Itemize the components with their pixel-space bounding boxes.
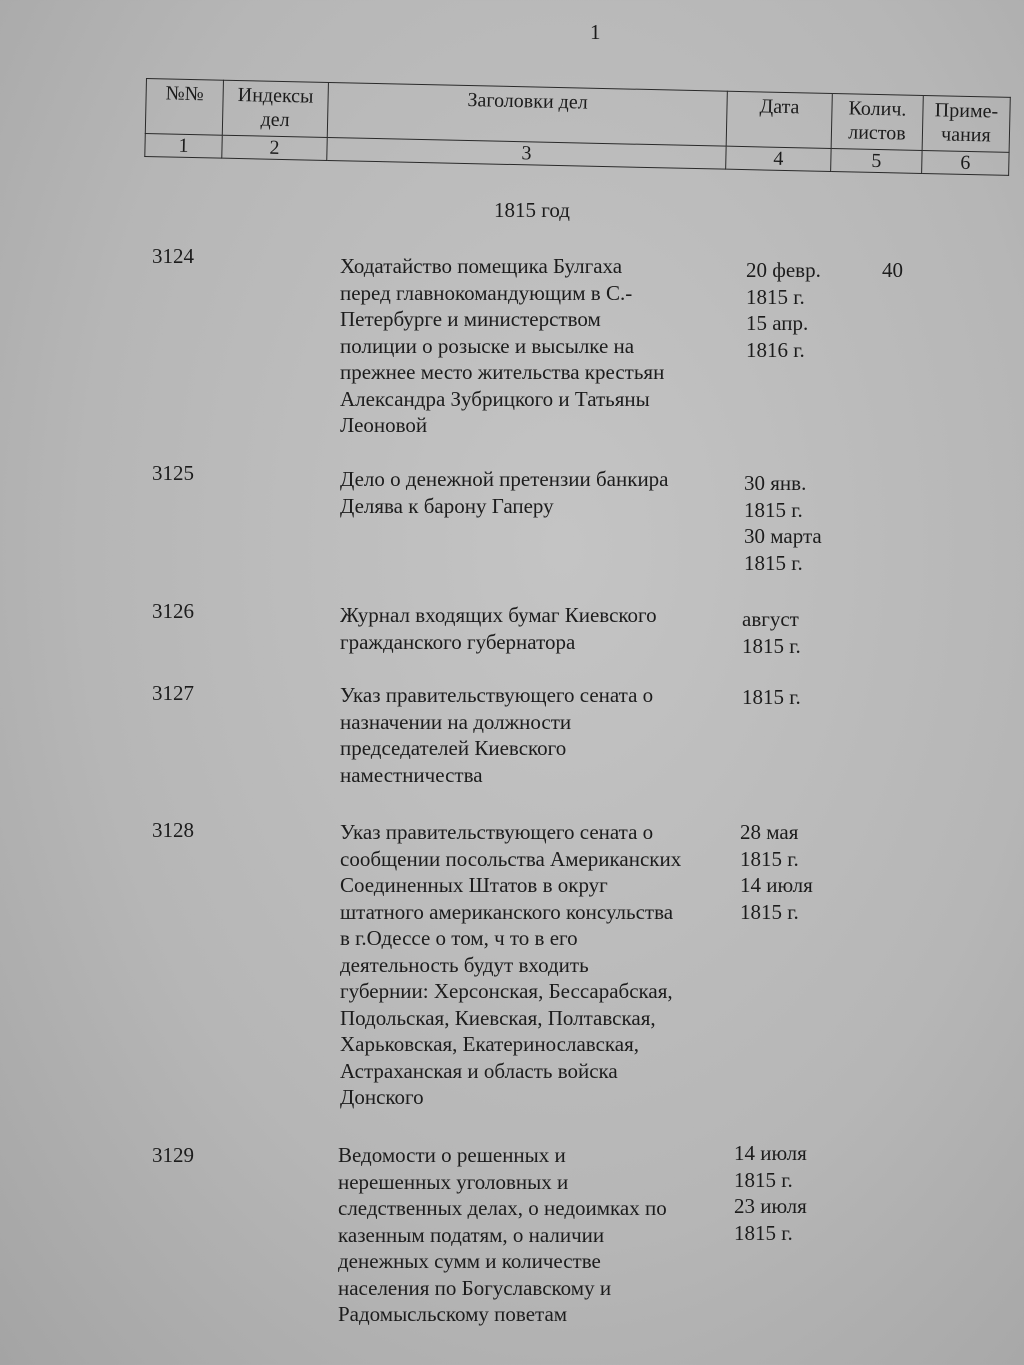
col-title-header: Заголовки дел [327,82,727,146]
entry-date: 30 янв. 1815 г. 30 марта 1815 г. [744,471,822,575]
entry-date: 1815 г. [742,685,801,709]
entry-date: 20 февр. 1815 г. 15 апр. 1816 г. [746,258,821,362]
col-num-1: 1 [145,133,222,158]
col-num-6: 6 [922,150,1009,175]
col-num-2: 2 [222,135,327,160]
entry-title: Ведомости о решенных и нерешенных уголовных и следственных делах, о недоимках по казенным податям, о наличии денежных сумм и количестве населения по Богуславскому и Радомысльскому поветам [338,1143,667,1326]
page-number: 1 [590,20,601,44]
entry-title: Журнал входящих бумаг Киевского гражданского губернатора [340,603,657,654]
col-num-4: 4 [726,146,831,171]
col-index-label: Индексы дел [237,84,314,132]
entry-number: 3124 [152,244,194,268]
col-qty-header: Колич. листов [831,93,923,150]
col-num-3: 3 [327,137,726,169]
year-heading: 1815 год [494,198,570,222]
entry-date: 28 мая 1815 г. 14 июля 1815 г. [740,820,813,924]
entry-number: 3125 [152,461,194,485]
col-date-header: Дата [726,91,832,148]
header-table [144,78,1024,177]
entry-number: 3129 [152,1143,194,1167]
entry-qty: 40 [882,258,903,282]
entry-title: Указ правительствующего сената о сообщении посольства Американских Соединенных Штатов в округ штатного американского консульства в г.Одессе о том, ч то в его деятельность будут входить губернии: Херсонская, Бессарабская, Подольская, Киевская, Полтавская, Харьковская, Екатеринославская, Астраханская и область войска Донского [340,820,682,1109]
entry-title: Дело о денежной претензии банкира Делява к барону Гаперу [340,467,669,518]
entry-date: 14 июля 1815 г. 23 июля 1815 г. [734,1141,807,1245]
col-number-header: №№ [145,79,223,136]
entry-title: Указ правительствующего сената о назначении на должности председателей Киевского наместничества [340,683,654,787]
entry-date: август 1815 г. [742,607,801,658]
col-index-header [222,80,328,137]
entry-number: 3128 [152,818,194,842]
entry-title: Ходатайство помещика Булгаха перед главнокомандующим в С.- Петербурге и министерством полиции о розыске и высылке на прежнее место жительства крестьян Александра Зубрицкого и Татьяны Леоновой [340,254,665,437]
col-notes-header: Приме-чания [922,95,1010,152]
col-num-5: 5 [831,148,922,173]
entry-number: 3126 [152,599,194,623]
entry-number: 3127 [152,681,194,705]
